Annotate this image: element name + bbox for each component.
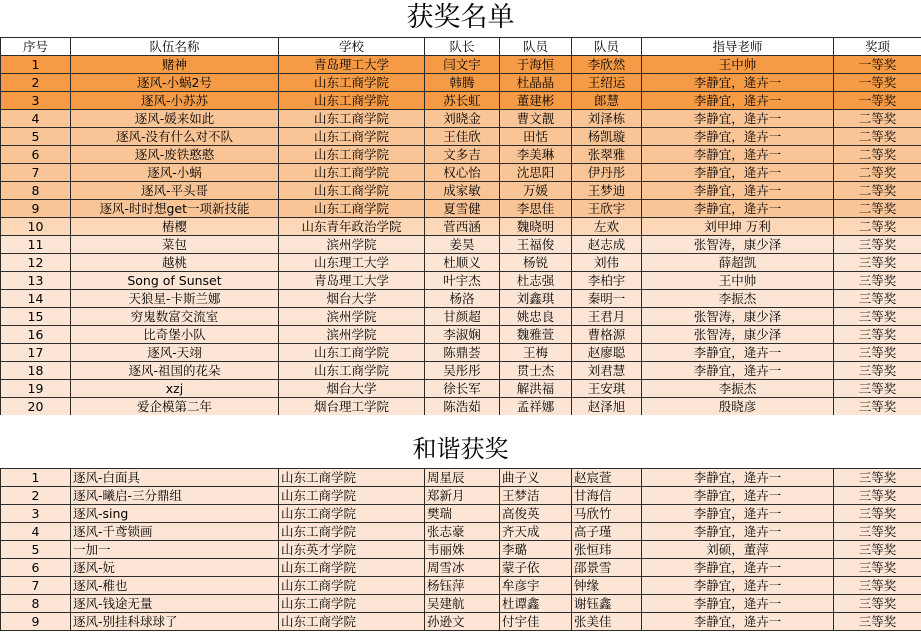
- table-cell[interactable]: 付宇佳: [500, 613, 572, 631]
- table-row: [1, 469, 921, 487]
- column-header[interactable]: 序号: [1, 38, 71, 56]
- table-cell[interactable]: 姜昊: [425, 236, 500, 254]
- table-cell[interactable]: 马欣竹: [572, 505, 642, 523]
- table-cell[interactable]: 19: [1, 380, 71, 398]
- table-cell[interactable]: 三等奖: [834, 487, 921, 505]
- table-cell[interactable]: 一等奖: [834, 74, 921, 92]
- table-cell[interactable]: 山东工商学院: [279, 613, 425, 631]
- table-cell[interactable]: 杜顺义: [425, 254, 500, 272]
- table-cell[interactable]: 张智涛，康少泽: [642, 308, 834, 326]
- table-cell[interactable]: 曹文靓: [500, 110, 572, 128]
- table-row: [1, 290, 921, 308]
- table-cell[interactable]: 10: [1, 218, 71, 236]
- table-cell[interactable]: 三等奖: [834, 577, 921, 595]
- table-cell[interactable]: 三等奖: [834, 523, 921, 541]
- table-cell[interactable]: 9: [1, 613, 71, 631]
- table-cell[interactable]: 3: [1, 92, 71, 110]
- table-cell[interactable]: 6: [1, 559, 71, 577]
- table-cell[interactable]: 张恒玮: [572, 541, 642, 559]
- table-cell[interactable]: 成家敏: [425, 182, 500, 200]
- table-cell[interactable]: 王中帅: [642, 56, 834, 74]
- table-cell[interactable]: 薛超凯: [642, 254, 834, 272]
- award-list-title: 获奖名单: [406, 2, 515, 33]
- table-cell[interactable]: 田恬: [500, 128, 572, 146]
- table-cell[interactable]: 沈思阳: [500, 164, 572, 182]
- table-cell[interactable]: 山东工商学院: [279, 128, 425, 146]
- table-row: [1, 110, 921, 128]
- table-cell[interactable]: 权心怡: [425, 164, 500, 182]
- table-cell[interactable]: 二等奖: [834, 218, 921, 236]
- table-cell[interactable]: 三等奖: [834, 326, 921, 344]
- column-header[interactable]: 指导老师: [642, 38, 834, 56]
- table-cell[interactable]: 逐风-媛来如此: [71, 110, 279, 128]
- table-row: [1, 613, 921, 631]
- table-cell[interactable]: 山东工商学院: [279, 523, 425, 541]
- table-cell[interactable]: 烟台大学: [279, 380, 425, 398]
- table-cell[interactable]: 李静宜，逄卉一: [642, 128, 834, 146]
- harmony-award-title: 和谐获奖: [412, 435, 509, 463]
- table-cell[interactable]: 滨州学院: [279, 308, 425, 326]
- table-cell[interactable]: 李静宜，逄卉一: [642, 613, 834, 631]
- table-cell[interactable]: 姚忠良: [500, 308, 572, 326]
- table-cell[interactable]: 滨州学院: [279, 326, 425, 344]
- table-cell[interactable]: 越桃: [71, 254, 279, 272]
- table-cell[interactable]: 李静宜，逄卉一: [642, 182, 834, 200]
- table-cell[interactable]: 李静宜，逄卉一: [642, 595, 834, 613]
- table-cell[interactable]: 刘晓金: [425, 110, 500, 128]
- table-cell[interactable]: 山东工商学院: [279, 559, 425, 577]
- table-cell[interactable]: 于海恒: [500, 56, 572, 74]
- blank-rows: [0, 415, 921, 432]
- table-cell[interactable]: 李静宜，逄卉一: [642, 469, 834, 487]
- table-cell[interactable]: 逐风-别挂科球球了: [71, 613, 279, 631]
- table-cell[interactable]: 张翠雅: [572, 146, 642, 164]
- column-header[interactable]: 奖项: [834, 38, 921, 56]
- column-header[interactable]: 队伍名称: [71, 38, 279, 56]
- table-cell[interactable]: 2: [1, 487, 71, 505]
- table-cell[interactable]: 赌神: [71, 56, 279, 74]
- table-cell[interactable]: 高子瑾: [572, 523, 642, 541]
- table-cell[interactable]: 牟彦宇: [500, 577, 572, 595]
- table-cell[interactable]: 一等奖: [834, 92, 921, 110]
- table-cell[interactable]: 齐天成: [500, 523, 572, 541]
- table-cell[interactable]: 李思佳: [500, 200, 572, 218]
- table-cell[interactable]: 青岛理工大学: [279, 272, 425, 290]
- table-cell[interactable]: 逐风-废铁憨憨: [71, 146, 279, 164]
- table-row: [1, 380, 921, 398]
- table-cell[interactable]: 殷晓彦: [642, 398, 834, 416]
- table-row: [1, 523, 921, 541]
- table-cell[interactable]: 逐风-天翊: [71, 344, 279, 362]
- table-cell[interactable]: 逐风-钱途无量: [71, 595, 279, 613]
- table-row: [1, 326, 921, 344]
- table-cell[interactable]: 逐风-小苏苏: [71, 92, 279, 110]
- table-cell[interactable]: 逐风-小蜗2号: [71, 74, 279, 92]
- table-cell[interactable]: 刘鑫琪: [500, 290, 572, 308]
- table-cell[interactable]: 伊丹彤: [572, 164, 642, 182]
- table-cell[interactable]: 逐风-白面具: [71, 469, 279, 487]
- table-cell[interactable]: 王梦迪: [572, 182, 642, 200]
- table-cell[interactable]: 周星辰: [425, 469, 500, 487]
- table-cell[interactable]: 李静宜，逄卉一: [642, 164, 834, 182]
- table-cell[interactable]: 三等奖: [834, 559, 921, 577]
- table-row: [1, 559, 921, 577]
- table-cell[interactable]: 山东工商学院: [279, 487, 425, 505]
- table-cell[interactable]: 李柏宇: [572, 272, 642, 290]
- table-cell[interactable]: 李静宜，逄卉一: [642, 362, 834, 380]
- table-cell[interactable]: 李静宜，逄卉一: [642, 92, 834, 110]
- table-cell[interactable]: 李静宜，逄卉一: [642, 577, 834, 595]
- table-cell[interactable]: 20: [1, 398, 71, 416]
- table-row: [1, 164, 921, 182]
- table-cell[interactable]: 滨州学院: [279, 236, 425, 254]
- harmony-award-table: [0, 468, 921, 631]
- table-cell[interactable]: 逐风-稚也: [71, 577, 279, 595]
- table-cell[interactable]: 曹格源: [572, 326, 642, 344]
- table-cell[interactable]: 李静宜，逄卉一: [642, 74, 834, 92]
- table-cell[interactable]: 赵廖聪: [572, 344, 642, 362]
- table-cell[interactable]: 杜志强: [500, 272, 572, 290]
- table-cell[interactable]: 山东理工大学: [279, 254, 425, 272]
- table-cell[interactable]: 邵景雪: [572, 559, 642, 577]
- table-cell[interactable]: 山东工商学院: [279, 362, 425, 380]
- table-cell[interactable]: 二等奖: [834, 110, 921, 128]
- table-cell[interactable]: 甘海信: [572, 487, 642, 505]
- table-cell[interactable]: 李美琳: [500, 146, 572, 164]
- table-row: [1, 218, 921, 236]
- table-cell[interactable]: 山东英才学院: [279, 541, 425, 559]
- table-row: [1, 74, 921, 92]
- table-cell[interactable]: 王梅: [500, 344, 572, 362]
- table-cell[interactable]: 叶宇杰: [425, 272, 500, 290]
- table-cell[interactable]: 王福俊: [500, 236, 572, 254]
- table-cell[interactable]: 一等奖: [834, 56, 921, 74]
- table-cell[interactable]: 7: [1, 164, 71, 182]
- table-row: [1, 236, 921, 254]
- table-row: [1, 577, 921, 595]
- table-cell[interactable]: 刘甲坤 万利: [642, 218, 834, 236]
- table-cell[interactable]: 8: [1, 182, 71, 200]
- table-cell[interactable]: 4: [1, 523, 71, 541]
- table-cell[interactable]: 逐风-千鸢锁画: [71, 523, 279, 541]
- column-header[interactable]: 队员: [500, 38, 572, 56]
- table-cell[interactable]: 菅西涵: [425, 218, 500, 236]
- table-cell[interactable]: 山东工商学院: [279, 92, 425, 110]
- table-cell[interactable]: 三等奖: [834, 236, 921, 254]
- table-cell[interactable]: 王中帅: [642, 272, 834, 290]
- table-cell[interactable]: 17: [1, 344, 71, 362]
- table-cell[interactable]: 杨凯璇: [572, 128, 642, 146]
- table-cell[interactable]: 二等奖: [834, 182, 921, 200]
- table-cell[interactable]: 二等奖: [834, 146, 921, 164]
- table-cell[interactable]: 3: [1, 505, 71, 523]
- table-cell[interactable]: 2: [1, 74, 71, 92]
- table-cell[interactable]: 杜谭鑫: [500, 595, 572, 613]
- table-cell[interactable]: 逐风-平头哥: [71, 182, 279, 200]
- table-cell[interactable]: 逐风-妧: [71, 559, 279, 577]
- table-cell[interactable]: 贯士杰: [500, 362, 572, 380]
- table-cell[interactable]: 山东工商学院: [279, 595, 425, 613]
- table-cell[interactable]: 16: [1, 326, 71, 344]
- table-cell[interactable]: 山东工商学院: [279, 146, 425, 164]
- table-cell[interactable]: 三等奖: [834, 469, 921, 487]
- table-cell[interactable]: 杨钰萍: [425, 577, 500, 595]
- table-cell[interactable]: 王绍运: [572, 74, 642, 92]
- table-cell[interactable]: 郎慧: [572, 92, 642, 110]
- table-cell[interactable]: 山东工商学院: [279, 164, 425, 182]
- table-cell[interactable]: 逐风-没有什么对不队: [71, 128, 279, 146]
- table-cell[interactable]: 三等奖: [834, 380, 921, 398]
- table-row: [1, 56, 921, 74]
- table-cell[interactable]: 陈浩茹: [425, 398, 500, 416]
- column-header[interactable]: 队长: [425, 38, 500, 56]
- table-row: [1, 344, 921, 362]
- table-cell[interactable]: 烟台理工学院: [279, 398, 425, 416]
- table-cell[interactable]: 山东工商学院: [279, 344, 425, 362]
- table-cell[interactable]: 王梦洁: [500, 487, 572, 505]
- table-cell[interactable]: xzj: [71, 380, 279, 398]
- table-cell[interactable]: 9: [1, 200, 71, 218]
- table-cell[interactable]: 杜晶晶: [500, 74, 572, 92]
- table-cell[interactable]: 解洪福: [500, 380, 572, 398]
- table-row: [1, 146, 921, 164]
- table-cell[interactable]: 18: [1, 362, 71, 380]
- table-cell[interactable]: 13: [1, 272, 71, 290]
- table-cell[interactable]: 张志豪: [425, 523, 500, 541]
- table-row: [1, 128, 921, 146]
- table-cell[interactable]: 夏雪健: [425, 200, 500, 218]
- table-cell[interactable]: 15: [1, 308, 71, 326]
- table-cell[interactable]: 樊瑞: [425, 505, 500, 523]
- table-cell[interactable]: 魏晓明: [500, 218, 572, 236]
- table-cell[interactable]: 逐风-时时想get一项新技能: [71, 200, 279, 218]
- table-cell[interactable]: 周雪冰: [425, 559, 500, 577]
- table-cell[interactable]: 三等奖: [834, 398, 921, 416]
- table-cell[interactable]: 逐风-sing: [71, 505, 279, 523]
- table-cell[interactable]: 5: [1, 541, 71, 559]
- table-cell[interactable]: 樁樱: [71, 218, 279, 236]
- table-row: [1, 200, 921, 218]
- table-row: [1, 505, 921, 523]
- table-row: [1, 92, 921, 110]
- table-cell[interactable]: 穷鬼数富交流室: [71, 308, 279, 326]
- table-row: [1, 398, 921, 416]
- table-cell[interactable]: 郑新月: [425, 487, 500, 505]
- table-cell[interactable]: 11: [1, 236, 71, 254]
- table-cell[interactable]: 比奇堡小队: [71, 326, 279, 344]
- table-cell[interactable]: 烟台大学: [279, 290, 425, 308]
- table-cell[interactable]: 赵志成: [572, 236, 642, 254]
- table-cell[interactable]: 蒙子依: [500, 559, 572, 577]
- table-cell[interactable]: 李静宜，逄卉一: [642, 487, 834, 505]
- table-cell[interactable]: 魏雅萱: [500, 326, 572, 344]
- table-cell[interactable]: 天狼星-卡斯兰娜: [71, 290, 279, 308]
- table-cell[interactable]: 二等奖: [834, 200, 921, 218]
- table-cell[interactable]: 李静宜，逄卉一: [642, 110, 834, 128]
- table-cell[interactable]: 韦丽姝: [425, 541, 500, 559]
- table-cell[interactable]: 爱企模第二年: [71, 398, 279, 416]
- award-table: [0, 37, 921, 416]
- table-cell[interactable]: 曲子义: [500, 469, 572, 487]
- table-cell[interactable]: 12: [1, 254, 71, 272]
- table-row: [1, 254, 921, 272]
- table-cell[interactable]: 甘颜超: [425, 308, 500, 326]
- table-cell[interactable]: 李静宜，逄卉一: [642, 200, 834, 218]
- table-cell[interactable]: 杨锐: [500, 254, 572, 272]
- table-cell[interactable]: 刘伟: [572, 254, 642, 272]
- table-cell[interactable]: 山东工商学院: [279, 577, 425, 595]
- table-cell[interactable]: 吴彤彤: [425, 362, 500, 380]
- table-cell[interactable]: 张智涛，康少泽: [642, 236, 834, 254]
- table-cell[interactable]: 谢钰鑫: [572, 595, 642, 613]
- table-cell[interactable]: 韩腾: [425, 74, 500, 92]
- table-cell[interactable]: 李静宜，逄卉一: [642, 344, 834, 362]
- column-header[interactable]: 学校: [279, 38, 425, 56]
- table-row: [1, 362, 921, 380]
- table-cell[interactable]: 李振杰: [642, 290, 834, 308]
- table-cell[interactable]: 1: [1, 469, 71, 487]
- table-cell[interactable]: 杨洛: [425, 290, 500, 308]
- table-cell[interactable]: 山东工商学院: [279, 505, 425, 523]
- table-cell[interactable]: 万媛: [500, 182, 572, 200]
- table-cell[interactable]: 山东工商学院: [279, 182, 425, 200]
- table-cell[interactable]: 1: [1, 56, 71, 74]
- table-cell[interactable]: 李静宜，逄卉一: [642, 559, 834, 577]
- table-cell[interactable]: 三等奖: [834, 254, 921, 272]
- table-cell[interactable]: 菜包: [71, 236, 279, 254]
- table-cell[interactable]: 山东工商学院: [279, 74, 425, 92]
- table-cell[interactable]: 逐风-曦启-三分鼎组: [71, 487, 279, 505]
- table-cell[interactable]: 孙逊文: [425, 613, 500, 631]
- table-cell[interactable]: 钟缘: [572, 577, 642, 595]
- table-cell[interactable]: 三等奖: [834, 595, 921, 613]
- table-cell[interactable]: 逐风-祖国的花朵: [71, 362, 279, 380]
- table-cell[interactable]: 6: [1, 146, 71, 164]
- table-cell[interactable]: 三等奖: [834, 272, 921, 290]
- table-row: [1, 541, 921, 559]
- table-cell[interactable]: 刘硕，董萍: [642, 541, 834, 559]
- table-cell[interactable]: 一加一: [71, 541, 279, 559]
- table-cell[interactable]: 文多吉: [425, 146, 500, 164]
- header-row: [1, 38, 921, 56]
- table-cell[interactable]: 二等奖: [834, 164, 921, 182]
- table-row: [1, 487, 921, 505]
- table-cell[interactable]: 徐长军: [425, 380, 500, 398]
- table-cell[interactable]: 山东工商学院: [279, 110, 425, 128]
- table-cell[interactable]: 二等奖: [834, 128, 921, 146]
- table-cell[interactable]: 逐风-小蜗: [71, 164, 279, 182]
- table-cell[interactable]: 李静宜，逄卉一: [642, 505, 834, 523]
- table-cell[interactable]: 赵泽旭: [572, 398, 642, 416]
- table-cell[interactable]: 董建彬: [500, 92, 572, 110]
- table-cell[interactable]: 苏长虹: [425, 92, 500, 110]
- table-cell[interactable]: 李静宜，逄卉一: [642, 146, 834, 164]
- table-cell[interactable]: 三等奖: [834, 290, 921, 308]
- table-cell[interactable]: 三等奖: [834, 505, 921, 523]
- table-cell[interactable]: 张智涛，康少泽: [642, 326, 834, 344]
- table-cell[interactable]: 闫文宇: [425, 56, 500, 74]
- table-cell[interactable]: 高俊英: [500, 505, 572, 523]
- table-cell[interactable]: 王君月: [572, 308, 642, 326]
- table-cell[interactable]: 王安琪: [572, 380, 642, 398]
- table-cell[interactable]: 左欢: [572, 218, 642, 236]
- table-cell[interactable]: 三等奖: [834, 362, 921, 380]
- table-cell[interactable]: 5: [1, 128, 71, 146]
- table-cell[interactable]: 14: [1, 290, 71, 308]
- table-cell[interactable]: 李淑娴: [425, 326, 500, 344]
- table-cell[interactable]: 山东工商学院: [279, 469, 425, 487]
- table-cell[interactable]: 刘泽栋: [572, 110, 642, 128]
- table-cell[interactable]: 三等奖: [834, 613, 921, 631]
- table-row: [1, 308, 921, 326]
- table-cell[interactable]: 王欣宇: [572, 200, 642, 218]
- table-cell[interactable]: 山东工商学院: [279, 200, 425, 218]
- table-cell[interactable]: 山东青年政治学院: [279, 218, 425, 236]
- table-cell[interactable]: 三等奖: [834, 344, 921, 362]
- table-cell[interactable]: 7: [1, 577, 71, 595]
- table-row: [1, 272, 921, 290]
- table-cell[interactable]: 李欣然: [572, 56, 642, 74]
- table-cell[interactable]: 4: [1, 110, 71, 128]
- table-cell[interactable]: 孟祥娜: [500, 398, 572, 416]
- table-row: [1, 595, 921, 613]
- table-cell[interactable]: 赵宸萱: [572, 469, 642, 487]
- table-row: [1, 182, 921, 200]
- table-cell[interactable]: 三等奖: [834, 308, 921, 326]
- table-cell[interactable]: 陈鼎荟: [425, 344, 500, 362]
- table-cell[interactable]: 吴建航: [425, 595, 500, 613]
- table-cell[interactable]: 张美佳: [572, 613, 642, 631]
- table-cell[interactable]: 李静宜，逄卉一: [642, 523, 834, 541]
- table-cell[interactable]: 秦明一: [572, 290, 642, 308]
- table-cell[interactable]: 王佳欣: [425, 128, 500, 146]
- table-cell[interactable]: 8: [1, 595, 71, 613]
- table-cell[interactable]: 三等奖: [834, 541, 921, 559]
- table-cell[interactable]: 李璐: [500, 541, 572, 559]
- table-cell[interactable]: 青岛理工大学: [279, 56, 425, 74]
- table-cell[interactable]: Song of Sunset: [71, 272, 279, 290]
- column-header[interactable]: 队员: [572, 38, 642, 56]
- table-cell[interactable]: 李振杰: [642, 380, 834, 398]
- table-cell[interactable]: 刘君慧: [572, 362, 642, 380]
